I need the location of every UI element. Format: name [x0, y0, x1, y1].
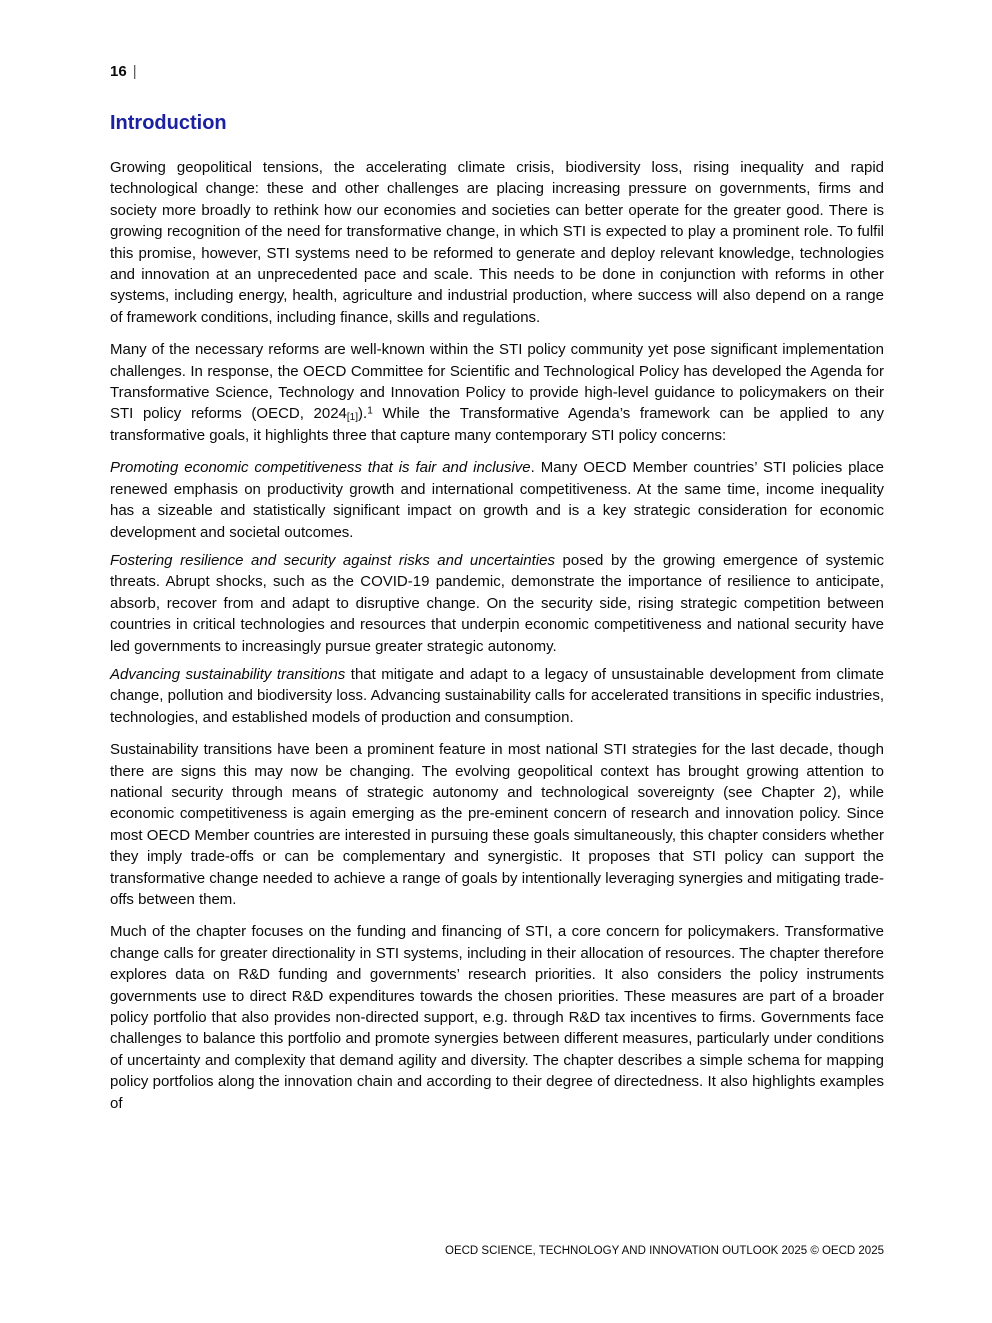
paragraph: Promoting economic competitiveness that is fair and inclusive. Many OECD Member countries’ STI policies place renewed emphasis on productivity growth and international competitiveness. At the same time, income inequality has a sizeable and statistically significant impact on growth and is a key strategic consideration for economic development and societal outcomes. [110, 459, 884, 541]
paragraph: Sustainability transitions have been a prominent feature in most national STI strategies for the last decade, though there are signs this may now be changing. The evolving geopolitical context has brought growing attention to national security through means of strategic autonomy and technological sovereignty (see Chapter 2), while economic competitiveness is again emerging as the pre-eminent concern of research and innovation policy. Since most OECD Member countries are interested in pursuing these goals simultaneously, this chapter considers whether they imply trade-offs or can be complementary and synergistic. It proposes that STI policy can support the transformative change needed to achieve a range of goals by intentionally leveraging synergies and mitigating trade-offs between them. [110, 741, 884, 908]
paragraph: Many of the necessary reforms are well-known within the STI policy community yet pose significant implementation challenges. In response, the OECD Committee for Scientific and Technological Policy has developed the Agenda for Transformative Science, Technology and Innovation Policy to provide high-level guidance to policymakers on their STI policy reforms (OECD, $2024_{[1]}).^1$ While the Transformative Agenda’s framework can be applied to any transformative goals, it highlights three that capture many contemporary STI policy concerns: [110, 341, 884, 444]
body-paragraphs [110, 157, 884, 1114]
paragraph: Growing geopolitical tensions, the accelerating climate crisis, biodiversity loss, rising inequality and rapid technological change: these and other challenges are placing increasing pressure on governments, firms and society more broadly to rethink how our economies and societies can better operate for the greater good. There is growing recognition of the need for transformative change, in which STI is expected to play a prominent role. To fulfil this promise, however, STI systems need to be reformed to generate and deploy relevant knowledge, technologies and innovation at an unprecedented pace and scale. This needs to be done in conjunction with reforms in other systems, including energy, health, agriculture and industrial production, where success will also depend on a range of framework conditions, including finance, skills and regulations. [110, 159, 884, 326]
page-content [110, 0, 884, 1125]
page-number-separator: | [132, 63, 137, 80]
page-number: 16 [110, 63, 127, 80]
footer-text: OECD SCIENCE, TECHNOLOGY AND INNOVATION OUTLOOK 2025 © OECD 2025 [445, 1245, 884, 1257]
paragraph: Advancing sustainability transitions that mitigate and adapt to a legacy of unsustainable development from climate change, pollution and biodiversity loss. Advancing sustainability calls for accelerated transitions in specific industries, technologies, and established models of production and consumption. [110, 665, 885, 726]
section-heading: Introduction [110, 112, 227, 134]
page-header [110, 62, 884, 82]
paragraph: Much of the chapter focuses on the funding and financing of STI, a core concern for policymakers. Transformative change calls for greater directionality in STI systems, including in their allocation of resources. The chapter therefore explores data on R&D funding and governments’ research priorities. It also considers the policy instruments governments use to direct R&D expenditures towards the chosen priorities. These measures are part of a broader policy portfolio that also provides non-directed support, e.g. through R&D tax incentives to firms. Governments face challenges to balance this portfolio and promote synergies between different measures, particularly under conditions of uncertainty and complexity that demand agility and diversity. The chapter describes a simple schema for mapping policy portfolios along the innovation chain and according to their degree of directedness. It also highlights examples of [110, 923, 884, 1112]
paragraph: Fostering resilience and security against risks and uncertainties posed by the growing emergence of systemic threats. Abrupt shocks, such as the COVID-19 pandemic, demonstrate the importance of resilience to anticipate, absorb, recover from and adapt to disruptive change. On the security side, rising strategic competition between countries in critical technologies and resources that underpin economic competitiveness and national security have led governments to increasingly pursue greater strategic autonomy. [110, 551, 885, 655]
